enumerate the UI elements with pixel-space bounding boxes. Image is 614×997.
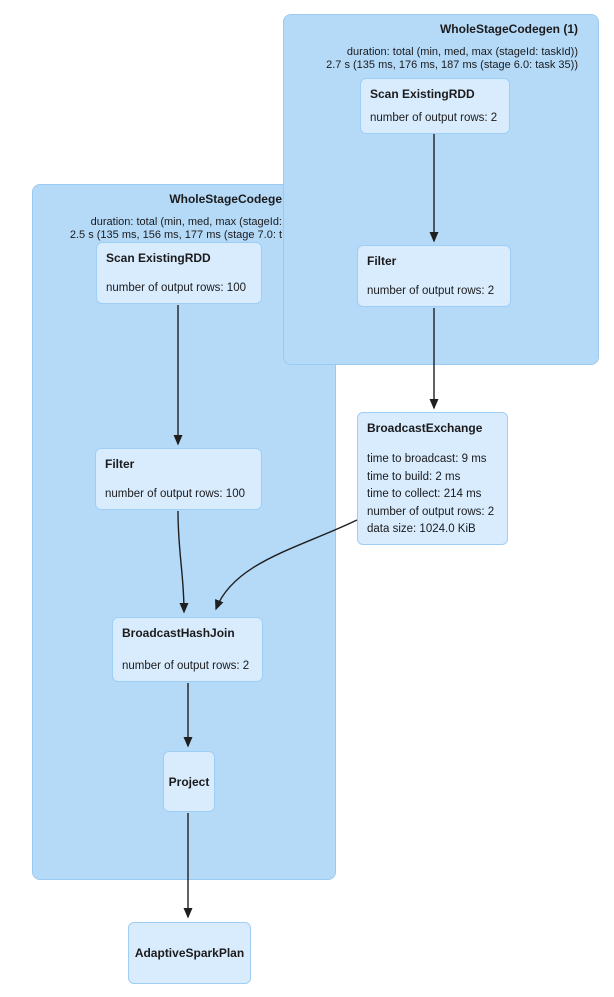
cluster-duration bbox=[70, 216, 282, 241]
cluster-duration-line2: 2.7 s (135 ms, 176 ms, 187 ms (stage 6.0: task 35)) bbox=[326, 58, 578, 71]
node-broadcast-exchange[interactable] bbox=[357, 412, 508, 545]
node-metric: number of output rows: 2 bbox=[367, 285, 495, 297]
node-metric: number of output rows: 100 bbox=[105, 488, 245, 500]
node-title: AdaptiveSparkPlan bbox=[134, 946, 245, 960]
cluster-duration-line1: duration: total (min, med, max (stageId: taskId)) bbox=[346, 46, 578, 58]
cluster-duration-line1: duration: total (min, med, max (stageId: bbox=[90, 216, 282, 228]
node-metric: time to broadcast: 9 ms bbox=[367, 453, 487, 465]
cluster-wholestagecodegen-1 bbox=[283, 14, 599, 365]
node-title: Project bbox=[168, 774, 210, 789]
node-metrics bbox=[367, 451, 498, 539]
cluster-title: WholeStageCodegen (1) bbox=[439, 22, 578, 36]
node-scan-existingrdd-2[interactable] bbox=[96, 242, 262, 304]
cluster-duration bbox=[326, 46, 578, 71]
node-project[interactable] bbox=[163, 751, 215, 812]
node-filter-1[interactable] bbox=[357, 245, 511, 307]
node-metric: time to build: 2 ms bbox=[367, 470, 461, 483]
node-scan-existingrdd-1[interactable] bbox=[360, 78, 510, 134]
cluster-header bbox=[326, 22, 578, 71]
node-title: Filter bbox=[105, 457, 135, 471]
node-metric: number of output rows: 2 bbox=[367, 505, 495, 518]
node-metric: data size: 1024.0 KiB bbox=[367, 523, 476, 535]
node-metric: number of output rows: 2 bbox=[370, 112, 498, 124]
cluster-duration-line2: 2.5 s (135 ms, 156 ms, 177 ms (stage 7.0: t bbox=[69, 228, 282, 241]
node-title: BroadcastExchange bbox=[367, 421, 483, 435]
node-title: BroadcastHashJoin bbox=[122, 626, 235, 640]
node-metric: number of output rows: 100 bbox=[106, 282, 246, 294]
node-title: Filter bbox=[367, 254, 397, 268]
node-title: Scan ExistingRDD bbox=[106, 251, 211, 265]
cluster-title: WholeStageCodege bbox=[169, 192, 282, 206]
node-filter-2[interactable] bbox=[95, 448, 262, 510]
node-metric: number of output rows: 2 bbox=[122, 660, 250, 672]
node-metric: time to collect: 214 ms bbox=[367, 488, 482, 500]
node-title: Scan ExistingRDD bbox=[370, 87, 475, 101]
node-adaptive-spark-plan[interactable] bbox=[128, 922, 251, 984]
node-broadcast-hash-join[interactable] bbox=[112, 617, 263, 682]
cluster-header bbox=[70, 192, 282, 241]
